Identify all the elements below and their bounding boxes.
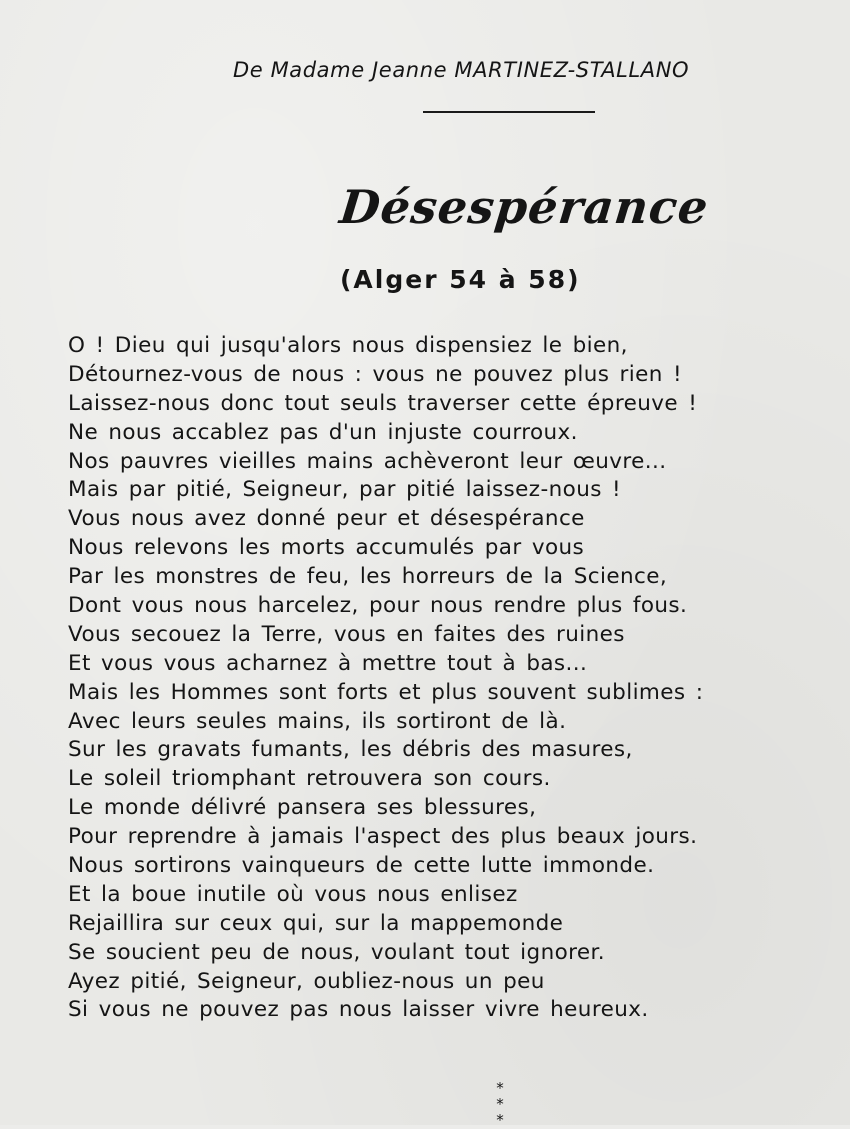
- poem-line: Mais les Hommes sont forts et plus souvent sublimes :: [68, 679, 704, 705]
- poem-body: [68, 332, 838, 1025]
- poem-line: Rejaillira sur ceux qui, sur la mappemonde: [68, 910, 564, 936]
- poem-line: Se soucient peu de nous, voulant tout ignorer.: [68, 939, 606, 965]
- poem-subtitle: (Alger 54 à 58): [340, 265, 581, 294]
- poem-line: Sur les gravats fumants, les débris des masures,: [68, 737, 633, 763]
- poem-line: O ! Dieu qui jusqu'alors nous dispensiez le bien,: [68, 333, 628, 358]
- asterism: [470, 1080, 530, 1128]
- poem-line: Par les monstres de feu, les horreurs de la Science,: [68, 564, 668, 590]
- asterism-bottom: * *: [496, 1095, 516, 1129]
- poem-line: Nos pauvres vieilles mains achèveront leur œuvre...: [68, 448, 667, 474]
- poem-line: Si vous ne pouvez pas nous laisser vivre heureux.: [68, 997, 649, 1023]
- poem-line: Ayez pitié, Seigneur, oubliez-nous un peu: [68, 968, 545, 994]
- poem-line: Et vous vous acharnez à mettre tout à bas...: [68, 650, 588, 676]
- poem-line: Laissez-nous donc tout seuls traverser cette épreuve !: [68, 390, 698, 416]
- poem-line: Avec leurs seules mains, ils sortiront de là.: [68, 708, 567, 734]
- poem-line: Détournez-vous de nous : vous ne pouvez plus rien !: [68, 361, 683, 387]
- poem-line: Le soleil triomphant retrouvera son cours.: [68, 766, 551, 792]
- asterism-top: *: [496, 1079, 504, 1097]
- poem-line: Mais par pitié, Seigneur, par pitié laissez-nous !: [68, 477, 622, 503]
- poem-line: Ne nous accablez pas d'un injuste courroux.: [68, 419, 578, 445]
- poem-line: Le monde délivré pansera ses blessures,: [68, 795, 537, 821]
- poem-line: Nous sortirons vainqueurs de cette lutte immonde.: [68, 853, 655, 879]
- author-line: De Madame Jeanne MARTINEZ-STALLANO: [233, 58, 690, 82]
- divider-rule: [423, 111, 595, 113]
- poem-line: Et la boue inutile où vous nous enlisez: [68, 881, 518, 907]
- poem-line: Dont vous nous harcelez, pour nous rendre plus fous.: [68, 593, 688, 619]
- poem-line: Vous secouez la Terre, vous en faites des ruines: [68, 621, 625, 647]
- poem-line: Pour reprendre à jamais l'aspect des plus beaux jours.: [68, 824, 698, 850]
- poem-line: Nous relevons les morts accumulés par vous: [68, 535, 585, 561]
- poem-line: Vous nous avez donné peur et désespérance: [68, 506, 585, 532]
- poem-title: Désespérance: [337, 180, 712, 234]
